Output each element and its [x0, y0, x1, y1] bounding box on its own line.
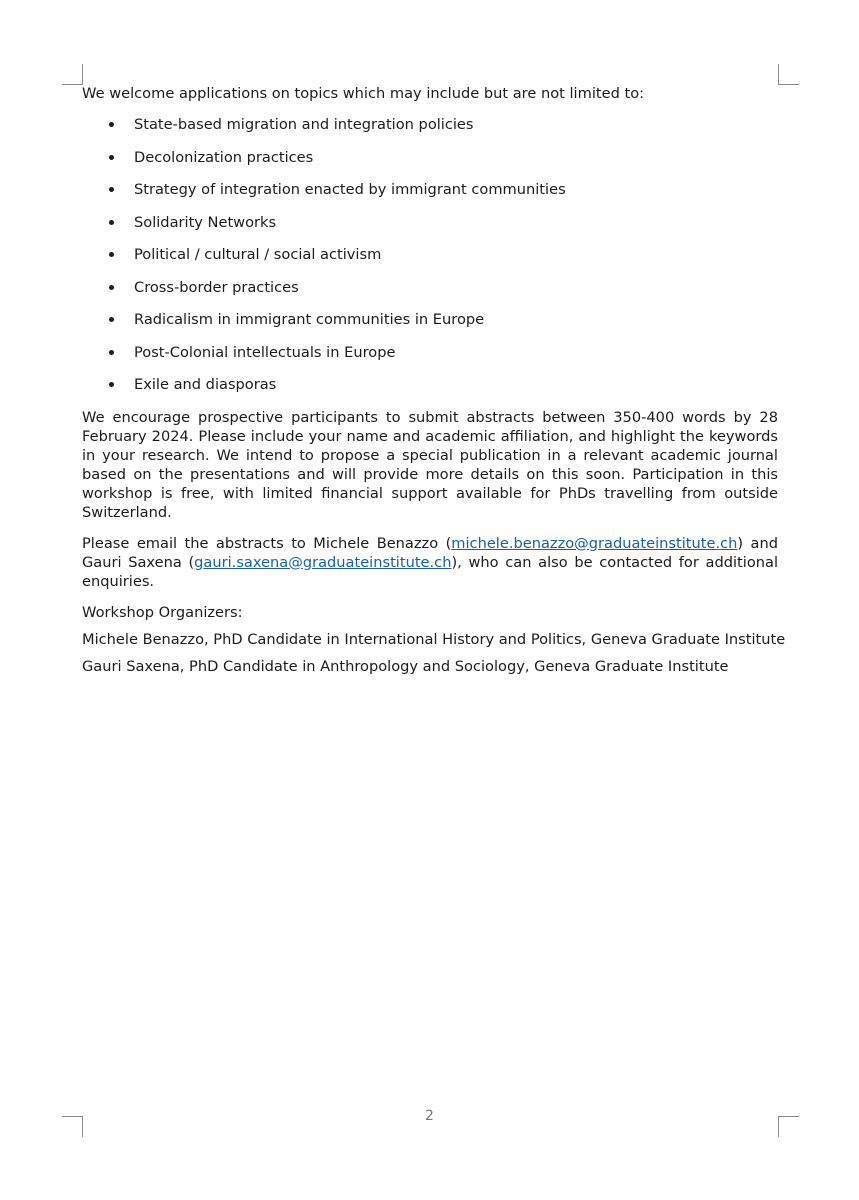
- list-item: Solidarity Networks: [82, 213, 778, 232]
- organizers-heading: Workshop Organizers:: [82, 603, 243, 621]
- organizer-line: Michele Benazzo, PhD Candidate in International History and Politics, Geneva Graduate Institute: [82, 630, 786, 648]
- list-item: Decolonization practices: [82, 148, 778, 167]
- list-item: Political / cultural / social activism: [82, 245, 778, 264]
- organizer-line: Gauri Saxena, PhD Candidate in Anthropology and Sociology, Geneva Graduate Institute: [82, 657, 729, 675]
- document-body: [82, 84, 786, 684]
- list-item: Strategy of integration enacted by immigrant communities: [82, 180, 778, 199]
- topics-intro: We welcome applications on topics which may include but are not limited to:: [82, 85, 645, 102]
- crop-mark-top-left: [62, 64, 83, 85]
- page-number: 2: [425, 1108, 434, 1124]
- list-item: Radicalism in immigrant communities in Europe: [82, 310, 778, 329]
- email-text-part: ) and Gauri Saxena (: [82, 534, 778, 571]
- crop-mark-top-right: [778, 64, 799, 85]
- submission-paragraph: We encourage prospective participants to submit abstracts between 350-400 words by 28 February 2024. Please include your name and academic affiliation, and highlight the keywords in your research. We intend to propose a special publication in a relevant academic journal based on the presentations and will provide more details on this soon. Participation in this workshop is free, with limited financial support available for PhDs travelling from outside Switzerland.: [82, 408, 778, 521]
- topics-list: [82, 115, 778, 394]
- email-text-part: Please email the abstracts to Michele Benazzo (: [82, 534, 452, 552]
- list-item: State-based migration and integration policies: [82, 115, 778, 134]
- list-item: Cross-border practices: [82, 278, 778, 297]
- email-link-saxena[interactable]: gauri.saxena@graduateinstitute.ch: [194, 553, 452, 571]
- email-text-part: ), who can also be contacted for additional enquiries.: [82, 553, 779, 590]
- list-item: Exile and diasporas: [82, 375, 778, 394]
- email-paragraph: [82, 534, 778, 591]
- email-link-benazzo[interactable]: michele.benazzo@graduateinstitute.ch: [451, 534, 738, 552]
- list-item: Post-Colonial intellectuals in Europe: [82, 343, 778, 362]
